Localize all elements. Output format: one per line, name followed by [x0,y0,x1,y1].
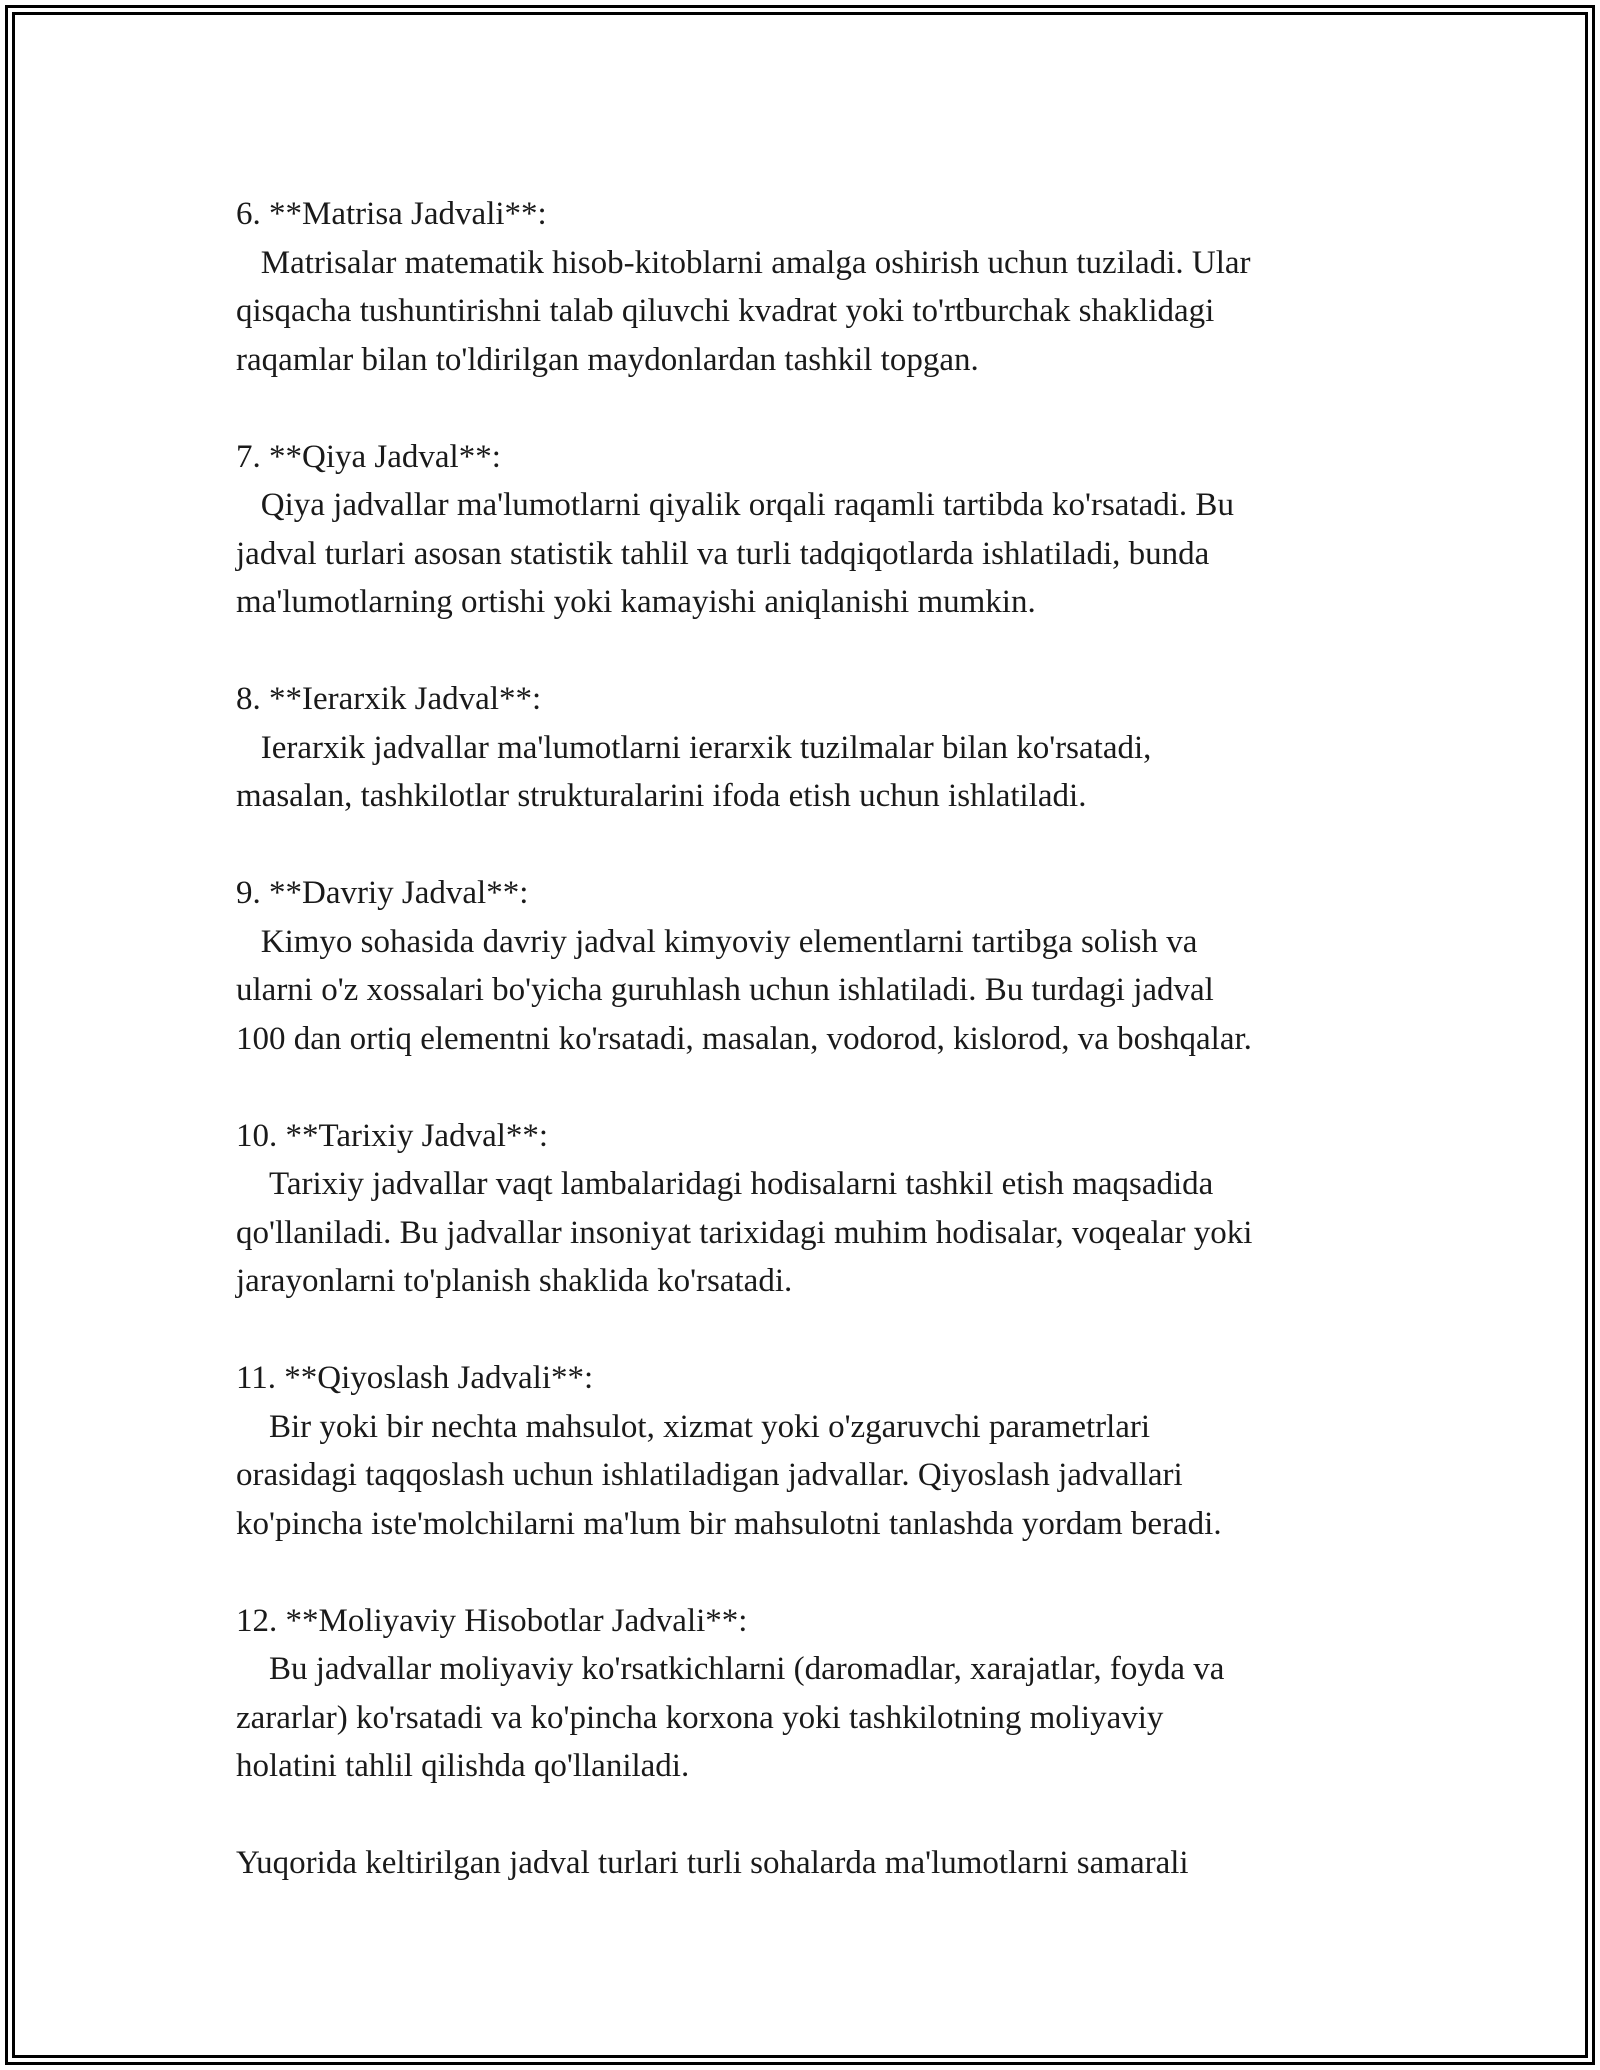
section-heading: 10. **Tarixiy Jadval**: [236,1117,549,1154]
section-moliyaviy-hisobotlar-jadvali [236,1597,1416,1791]
section-body: Matrisalar matematik hisob-kitoblarni amalga oshirish uchun tuziladi. Ular qisqacha tushuntirishni talab qiluvchi kvadrat yoki to'rtburchak shaklidagi raqamlar bilan to'ldirilgan maydonlardan tashkil topgan. [236,244,1251,378]
section-body: Kimyo sohasida davriy jadval kimyoviy elementlarni tartibga solish va ularni o'z xossalari bo'yicha guruhlash uchun ishlatiladi. Bu turdagi jadval 100 dan ortiq elementni ko'rsatadi, masalan, vodorod, kislorod, va boshqalar. [236,923,1252,1057]
section-heading: 12. **Moliyaviy Hisobotlar Jadvali**: [236,1602,748,1639]
section-tarixiy-jadval [236,1112,1416,1306]
section-ierarxik-jadval [236,675,1416,821]
section-body: Bir yoki bir nechta mahsulot, xizmat yoki o'zgaruvchi parametrlari orasidagi taqqoslash uchun ishlatiladigan jadvallar. Qiyoslash jadvallari ko'pincha iste'molchilarni ma'lum bir mahsulotni tanlashda yordam beradi. [236,1408,1222,1542]
section-body: Tarixiy jadvallar vaqt lambalaridagi hodisalarni tashkil etish maqsadida qo'llaniladi. Bu jadvallar insoniyat tarixidagi muhim hodisalar, voqealar yoki jarayonlarni to'planish shaklida ko'rsatadi. [236,1166,1253,1299]
section-heading: 6. **Matrisa Jadvali**: [236,196,547,232]
section-davriy-jadval [236,869,1416,1063]
section-body: Ierarxik jadvallar ma'lumotlarni ierarxik tuzilmalar bilan ko'rsatadi, masalan, tashkilotlar strukturalarini ifoda etish uchun ishlatiladi. [236,729,1152,814]
section-body: Bu jadvallar moliyaviy ko'rsatkichlarni (daromadlar, xarajatlar, foyda va zararlar) ko'rsatadi va ko'pincha korxona yoki tashkilotning moliyaviy holatini tahlil qilishda qo'llaniladi. [236,1651,1225,1784]
section-matrisa-jadvali [236,190,1416,384]
section-heading: 11. **Qiyoslash Jadvali**: [236,1360,594,1396]
section-heading: 9. **Davriy Jadval**: [236,875,529,911]
section-heading: 8. **Ierarxik Jadval**: [236,681,542,717]
closing-paragraph: Yuqorida keltirilgan jadval turlari turli sohalarda ma'lumotlarni samarali [236,1845,1189,1881]
document-body [236,190,1416,1888]
section-qiyoslash-jadvali [236,1354,1416,1548]
section-qiya-jadval [236,433,1416,627]
section-body: Qiya jadvallar ma'lumotlarni qiyalik orqali raqamli tartibda ko'rsatadi. Bu jadval turlari asosan statistik tahlil va turli tadqiqotlarda ishlatiladi, bunda ma'lumotlarning ortishi yoki kamayishi aniqlanishi mumkin. [236,487,1234,620]
section-heading: 7. **Qiya Jadval**: [236,438,501,475]
